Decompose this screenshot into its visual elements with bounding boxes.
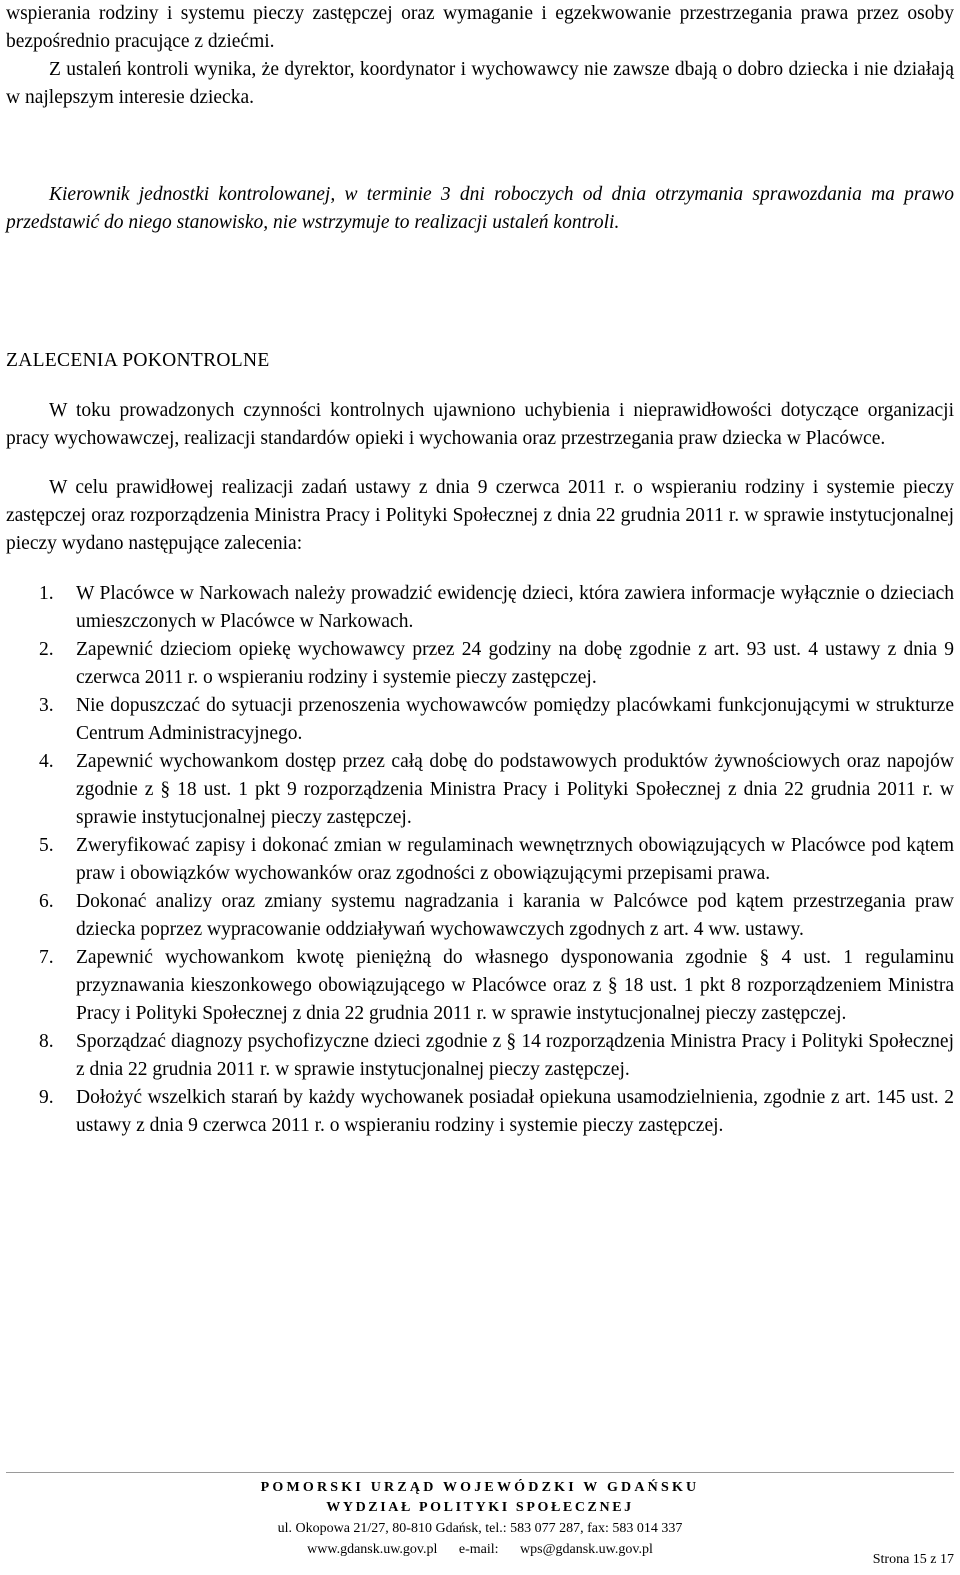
list-item xyxy=(6,748,954,832)
list-item xyxy=(6,636,954,692)
list-item xyxy=(6,692,954,748)
list-item-number: 6. xyxy=(39,891,54,912)
list-item-text: Zapewnić wychowankom dostęp przez całą dobę do podstawowych produktów żywnościowych oraz napojów zgodnie z § 18 ust. 1 pkt 9 rozporządzenia Ministra Pracy i Polityki Społecznej z dnia 22 grudnia 2011 r. w sprawie instytucjonalnej pieczy zastępczej. xyxy=(76,751,954,828)
footer-department: WYDZIAŁ POLITYKI SPOŁECZNEJ xyxy=(326,1500,634,1515)
list-item xyxy=(6,832,954,888)
list-item xyxy=(6,944,954,1028)
list-item-text: W Placówce w Narkowach należy prowadzić ewidencję dzieci, która zawiera informacje wyłącznie o dzieciach umieszczonych w Placówce w Narkowach. xyxy=(76,583,954,632)
footer-address: ul. Okopowa 21/27, 80-810 Gdańsk, tel.: 583 077 287, fax: 583 014 337 xyxy=(277,1521,683,1536)
footer-organization: POMORSKI URZĄD WOJEWÓDZKI W GDAŃSKU xyxy=(260,1480,700,1495)
footer-divider xyxy=(6,1472,954,1473)
list-item-text: Zapewnić dzieciom opiekę wychowawcy przez 24 godziny na dobę zgodnie z art. 93 ust. 4 ustawy z dnia 9 czerwca 2011 r. o wspieraniu rodziny i systemie pieczy zastępczej. xyxy=(76,639,954,688)
list-item-number: 8. xyxy=(39,1031,54,1052)
list-item-text: Zweryfikować zapisy i dokonać zmian w regulaminach wewnętrznych obowiązujących w Placówce pod kątem praw i obowiązków wychowanków oraz zgodności z obowiązującymi przepisami prawa. xyxy=(76,835,954,884)
list-item-number: 9. xyxy=(39,1087,54,1108)
list-item-text: Nie dopuszczać do sytuacji przenoszenia wychowawców pomiędzy placówkami funkcjonującymi w strukturze Centrum Administracyjnego. xyxy=(76,695,954,744)
list-item-text: Dokonać analizy oraz zmiany systemu nagradzania i karania w Palcówce pod kątem przestrzegania praw dziecka poprzez wypracowanie oddziaływań wychowawczych zgodnych z art. 4 ww. ustawy. xyxy=(76,891,954,940)
footer-contact xyxy=(0,1478,960,1560)
list-item-text: Dołożyć wszelkich starań by każdy wychowanek posiadał opiekuna usamodzielnienia, zgodnie z art. 145 ust. 2 ustawy z dnia 9 czerwca 2011 r. o wspieraniu rodziny i systemie pieczy zastępczej. xyxy=(76,1087,954,1136)
list-item-number: 7. xyxy=(39,947,54,968)
list-item-text: Sporządzać diagnozy psychofizyczne dzieci zgodnie z § 14 rozporządzenia Ministra Pracy i Polityki Społecznej z dnia 22 grudnia 2011 r. w sprawie instytucjonalnej pieczy zastępczej. xyxy=(76,1031,954,1080)
purpose-paragraph: W celu prawidłowej realizacji zadań ustawy z dnia 9 czerwca 2011 r. o wspieraniu rodziny i systemie pieczy zastępczej oraz rozporządzenia Ministra Pracy i Polityki Społecznej z dnia 22 grudnia 2011 r. w sprawie instytucjonalnej pieczy wydano następujące zalecenia: xyxy=(6,477,954,554)
footer-email-link[interactable]: e-mail: wps@gdansk.uw.gov.pl xyxy=(458,1542,653,1557)
list-item-number: 3. xyxy=(39,695,54,716)
section-heading: ZALECENIA POKONTROLNE xyxy=(6,350,270,371)
list-item xyxy=(6,888,954,944)
paragraph-continuation: wspierania rodziny i systemu pieczy zastępczej oraz wymaganie i egzekwowanie przestrzegania prawa przez osoby bezpośrednio pracujące z dziećmi. xyxy=(6,3,954,52)
paragraph-findings: Z ustaleń kontroli wynika, że dyrektor, koordynator i wychowawcy nie zawsze dbają o dobro dziecka i nie działają w najlepszym interesie dziecka. xyxy=(6,59,954,108)
list-item-number: 2. xyxy=(39,639,54,660)
footer-website-link[interactable]: www.gdansk.uw.gov.pl xyxy=(307,1542,438,1557)
intro-paragraph: W toku prowadzonych czynności kontrolnych ujawniono uchybienia i nieprawidłowości dotyczące organizacji pracy wychowawczej, realizacji standardów opieki i wychowania oraz przestrzegania praw dziecka w Placówce. xyxy=(6,400,954,449)
list-item-number: 4. xyxy=(39,751,54,772)
page-number: Strona 15 z 17 xyxy=(872,1552,954,1567)
recommendations-list xyxy=(6,580,954,1140)
list-item xyxy=(6,1084,954,1140)
list-item xyxy=(6,1028,954,1084)
notice-paragraph: Kierownik jednostki kontrolowanej, w terminie 3 dni roboczych od dnia otrzymania sprawozdania ma prawo przedstawić do niego stanowisko, nie wstrzymuje to realizacji ustaleń kontroli. xyxy=(6,184,954,233)
document-body xyxy=(6,0,954,1140)
list-item xyxy=(6,580,954,636)
list-item-number: 5. xyxy=(39,835,54,856)
list-item-number: 1. xyxy=(39,583,54,604)
footer-web-line xyxy=(0,1539,960,1560)
page-footer xyxy=(0,1468,960,1575)
list-item-text: Zapewnić wychowankom kwotę pieniężną do własnego dysponowania zgodnie § 4 ust. 1 regulaminu przyznawania kieszonkowego obowiązującego w Placówce oraz z § 18 ust. 1 pkt 8 rozporządzeniem Ministra Pracy i Polityki Społecznej z dnia 22 grudnia 2011 r. w sprawie instytucjonalnej pieczy zastępczej. xyxy=(76,947,954,1024)
